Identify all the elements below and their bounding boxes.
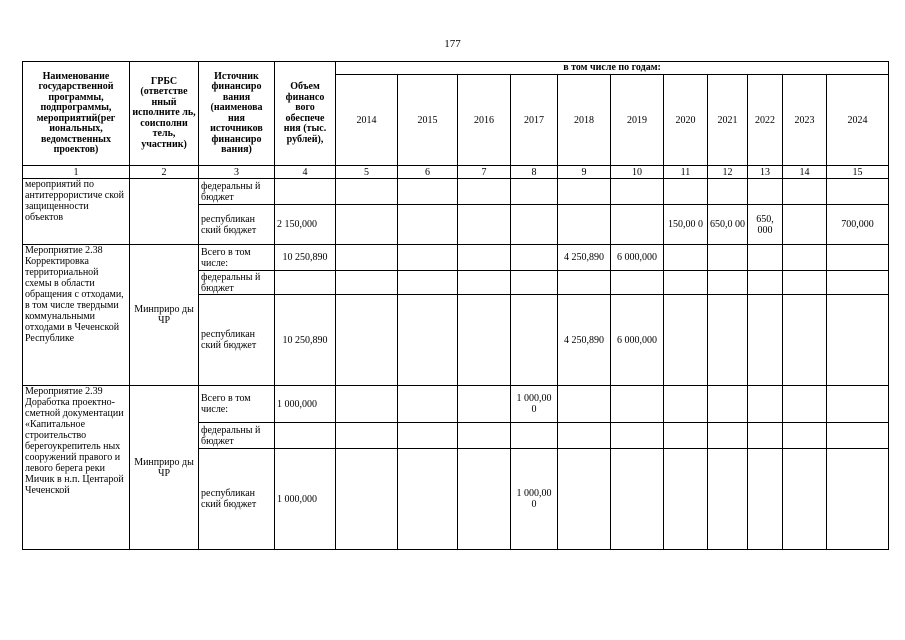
header-year: 2015 [398, 75, 458, 166]
header-year: 2023 [783, 75, 827, 166]
block3-republic-source: республикан ский бюджет [199, 449, 275, 550]
column-number-row [23, 166, 889, 179]
block1-federal-row [23, 179, 889, 205]
header-year: 2014 [336, 75, 398, 166]
block3-republic-2017: 1 000,00 0 [511, 449, 558, 550]
column-number: 3 [199, 166, 275, 179]
header-program-name: Наименование государственной программы, подпрограммы, мероприятий(рег иональных, ведомственных проектов) [23, 62, 130, 166]
block1-name: мероприятий по антитеррористиче ской защищенности объектов [23, 179, 130, 245]
block2-total-2019: 6 000,000 [611, 245, 664, 271]
block2-republic-2019: 6 000,000 [611, 295, 664, 386]
block1-federal-source: федеральны й бюджет [199, 179, 275, 205]
financing-table [22, 61, 889, 550]
block2-total-2018: 4 250,890 [558, 245, 611, 271]
column-number: 1 [23, 166, 130, 179]
block1-republic-2020: 150,00 0 [664, 205, 708, 245]
column-number: 6 [398, 166, 458, 179]
header-year: 2017 [511, 75, 558, 166]
column-number: 4 [275, 166, 336, 179]
column-number: 14 [783, 166, 827, 179]
block2-total-row [23, 245, 889, 271]
header-year: 2020 [664, 75, 708, 166]
block1-republic-source: республикан ский бюджет [199, 205, 275, 245]
column-number: 8 [511, 166, 558, 179]
block3-republic-volume: 1 000,000 [275, 449, 336, 550]
column-number: 2 [130, 166, 199, 179]
block1-republic-2022: 650, 000 [748, 205, 783, 245]
block3-total-source: Всего в том числе: [199, 386, 275, 423]
block2-republic-2018: 4 250,890 [558, 295, 611, 386]
column-number: 15 [827, 166, 889, 179]
block2-republic-volume: 10 250,890 [275, 295, 336, 386]
block3-federal-source: федеральны й бюджет [199, 423, 275, 449]
column-number: 12 [708, 166, 748, 179]
block3-grbs: Минприро ды ЧР [130, 386, 199, 550]
block1-republic-2021: 650,0 00 [708, 205, 748, 245]
header-year: 2019 [611, 75, 664, 166]
header-year: 2016 [458, 75, 511, 166]
column-number: 5 [336, 166, 398, 179]
block3-total-volume: 1 000,000 [275, 386, 336, 423]
header-year: 2022 [748, 75, 783, 166]
block1-republic-volume: 2 150,000 [275, 205, 336, 245]
header-volume: Объем финансо вого обеспече ния (тыс. рублей), [275, 62, 336, 166]
block2-total-volume: 10 250,890 [275, 245, 336, 271]
block2-total-source: Всего в том числе: [199, 245, 275, 271]
block3-total-2017: 1 000,00 0 [511, 386, 558, 423]
column-number: 13 [748, 166, 783, 179]
block2-name: Мероприятие 2.38 Корректировка территориальной схемы в области обращения с отходами, в том числе твердыми коммунальными отходами в Чеченской Республике [23, 245, 130, 386]
block2-grbs: Минприро ды ЧР [130, 245, 199, 386]
column-number: 11 [664, 166, 708, 179]
column-number: 7 [458, 166, 511, 179]
block2-republic-source: республикан ский бюджет [199, 295, 275, 386]
page-number: 177 [444, 38, 461, 50]
block3-name: Мероприятие 2.39 Доработка проектно-сметной документации «Капитальное строительство берегоукрепитель ных сооружений правого и левого берега реки Мичик в н.п. Центарой Чеченской [23, 386, 130, 550]
header-year: 2024 [827, 75, 889, 166]
header-grbs: ГРБС (ответстве нный исполните ль, соисполни тель, участник) [130, 62, 199, 166]
block1-republic-2024: 700,000 [827, 205, 889, 245]
column-number: 10 [611, 166, 664, 179]
block2-federal-source: федеральны й бюджет [199, 271, 275, 295]
header-row-1 [23, 62, 889, 75]
header-year: 2021 [708, 75, 748, 166]
header-source: Источник финансиро вания (наименова ния источников финансиро вания) [199, 62, 275, 166]
block1-grbs [130, 179, 199, 245]
block3-total-row [23, 386, 889, 423]
header-year: 2018 [558, 75, 611, 166]
column-number: 9 [558, 166, 611, 179]
header-by-years: в том числе по годам: [336, 62, 889, 75]
